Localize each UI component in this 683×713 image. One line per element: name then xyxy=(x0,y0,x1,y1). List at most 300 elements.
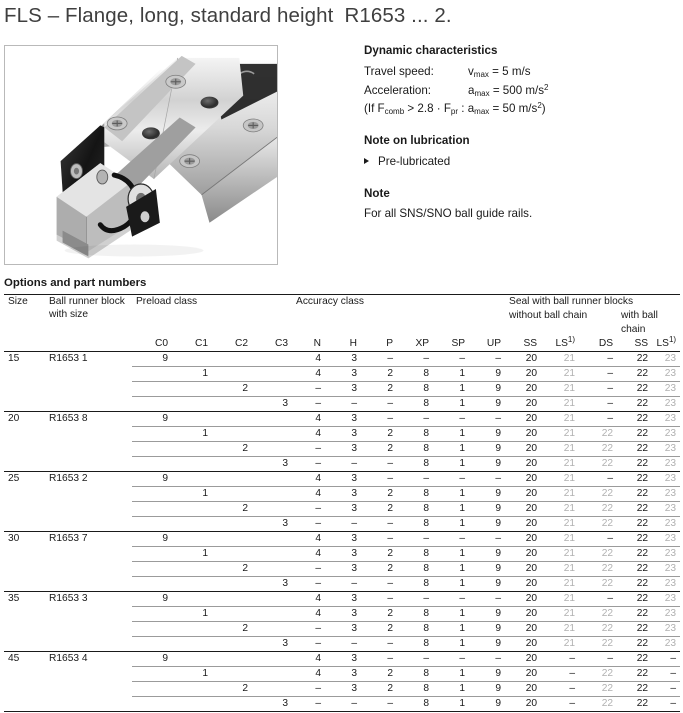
cell-accuracy-SP: – xyxy=(459,533,466,544)
page-title-code: R1653 ... 2. xyxy=(344,4,452,27)
cell-seal-without-LS: – xyxy=(569,683,576,694)
cell-preload-C3 xyxy=(252,352,292,367)
cell-seal-without-DS: 22 xyxy=(601,698,614,709)
cell-accuracy-SP: 1 xyxy=(459,623,466,634)
cell-part-number: R1653 1 xyxy=(49,353,88,364)
header-seal-without-LS: LS$^{1)}$ xyxy=(555,335,576,349)
cell-seal-without-SS: 20 xyxy=(525,383,538,394)
cell-preload-C1 xyxy=(172,352,212,367)
cell-preload-C2 xyxy=(212,577,252,592)
cell-seal-with-LS: 23 xyxy=(664,548,677,559)
cell-seal-without-SS: 20 xyxy=(525,413,538,424)
cell-seal-without-DS: 22 xyxy=(601,443,614,454)
cell-seal-without-LS: 21 xyxy=(563,488,576,499)
cell-seal-without-DS: 22 xyxy=(601,518,614,529)
cell-accuracy-N: 4 xyxy=(315,608,322,619)
cell-seal-with-LS: 23 xyxy=(664,353,677,364)
cell-accuracy-XP: 8 xyxy=(423,383,430,394)
cell-size: 15 xyxy=(8,353,20,364)
cell-accuracy-SP: – xyxy=(459,653,466,664)
cell-preload-C0: 9 xyxy=(162,533,168,544)
cell-seal-without-DS: 22 xyxy=(601,638,614,649)
cell-accuracy-N: – xyxy=(315,503,322,514)
cell-accuracy-SP: 1 xyxy=(459,518,466,529)
cell-preload-C3 xyxy=(252,652,292,667)
cell-seal-without-DS: 22 xyxy=(601,458,614,469)
cell-seal-without-DS: 22 xyxy=(601,428,614,439)
cell-seal-without-LS: 21 xyxy=(563,518,576,529)
cell-preload-C2 xyxy=(212,547,252,562)
cell-accuracy-XP: – xyxy=(423,653,430,664)
cell-accuracy-UP: 9 xyxy=(495,638,502,649)
cell-seal-without-DS: 22 xyxy=(601,683,614,694)
cell-preload-C1: 1 xyxy=(202,488,208,499)
cell-seal-with-SS: 22 xyxy=(636,698,649,709)
cell-accuracy-XP: 8 xyxy=(423,563,430,574)
linear-guide-runner-block-photo xyxy=(5,46,277,264)
cell-size: 20 xyxy=(8,413,20,424)
table-header-groups xyxy=(4,295,680,310)
header-preload-C3: C3 xyxy=(275,338,289,349)
cell-accuracy-N: 4 xyxy=(315,473,322,484)
cell-seal-with-SS: 22 xyxy=(636,563,649,574)
cell-preload-C2: 2 xyxy=(242,503,248,514)
cell-seal-without-LS: 21 xyxy=(563,533,576,544)
cell-accuracy-UP: – xyxy=(495,653,502,664)
cell-accuracy-N: 4 xyxy=(315,593,322,604)
cell-seal-without-LS: 21 xyxy=(563,548,576,559)
cell-seal-without-SS: 20 xyxy=(525,593,538,604)
cell-accuracy-P: 2 xyxy=(387,608,394,619)
cell-seal-with-LS: 23 xyxy=(664,398,677,409)
cell-seal-with-SS: 22 xyxy=(636,668,649,679)
cell-accuracy-H: – xyxy=(351,518,358,529)
cell-preload-C3: 3 xyxy=(282,698,289,709)
travel-speed-value: $v_{max} = 5$ m/s xyxy=(468,64,531,79)
header-accuracy-P: P xyxy=(386,338,394,349)
cell-accuracy-UP: 9 xyxy=(495,368,502,379)
cell-accuracy-UP: 9 xyxy=(495,668,502,679)
cell-accuracy-SP: 1 xyxy=(459,458,466,469)
cell-preload-C0 xyxy=(132,397,172,412)
cell-seal-without-DS: 22 xyxy=(601,503,614,514)
cell-seal-with-LS: – xyxy=(670,683,677,694)
spacer-1 xyxy=(364,119,679,132)
cell-seal-without-SS: 20 xyxy=(525,398,538,409)
cell-seal-with-SS: 22 xyxy=(636,353,649,364)
cell-seal-with-LS: 23 xyxy=(664,488,677,499)
cell-accuracy-N: 4 xyxy=(315,533,322,544)
cell-seal-without-SS: 20 xyxy=(525,578,538,589)
cell-accuracy-P: 2 xyxy=(387,683,394,694)
header-with-ball-chain: with ball chain xyxy=(621,310,658,335)
cell-seal-with-SS: 22 xyxy=(636,518,649,529)
cell-preload-C1: 1 xyxy=(202,428,208,439)
cell-seal-without-LS: 21 xyxy=(563,428,576,439)
cell-accuracy-N: 4 xyxy=(315,353,322,364)
cell-accuracy-UP: 9 xyxy=(495,698,502,709)
cell-preload-C1: 1 xyxy=(202,668,208,679)
cell-seal-without-LS: 21 xyxy=(563,353,576,364)
cell-seal-without-LS: – xyxy=(569,668,576,679)
cell-accuracy-N: – xyxy=(315,518,322,529)
header-accuracy-class: Accuracy class xyxy=(296,296,364,307)
cell-seal-with-SS: 22 xyxy=(636,593,649,604)
cell-preload-C3 xyxy=(252,427,292,442)
header-ball-runner-block: Ball runner block with size xyxy=(49,296,125,320)
cell-seal-without-DS: – xyxy=(607,533,614,544)
cell-accuracy-H: 3 xyxy=(351,548,358,559)
cell-accuracy-UP: 9 xyxy=(495,608,502,619)
cell-accuracy-SP: 1 xyxy=(459,503,466,514)
cell-accuracy-H: 3 xyxy=(351,473,358,484)
header-accuracy-XP: XP xyxy=(415,338,430,349)
cell-accuracy-UP: 9 xyxy=(495,458,502,469)
cell-accuracy-XP: 8 xyxy=(423,548,430,559)
cell-seal-with-LS: 23 xyxy=(664,458,677,469)
cell-seal-with-LS: 23 xyxy=(664,368,677,379)
cell-accuracy-XP: 8 xyxy=(423,368,430,379)
cell-preload-C1 xyxy=(172,682,212,697)
cell-seal-without-LS: 21 xyxy=(563,608,576,619)
cell-accuracy-XP: 8 xyxy=(423,443,430,454)
cell-accuracy-H: 3 xyxy=(351,593,358,604)
table-row xyxy=(4,412,680,427)
cell-preload-C0 xyxy=(132,622,172,637)
cell-preload-C1 xyxy=(172,532,212,547)
cell-part-number: R1653 4 xyxy=(49,653,88,664)
cell-seal-with-SS: 22 xyxy=(636,458,649,469)
cell-accuracy-P: 2 xyxy=(387,548,394,559)
cell-part-number: R1653 2 xyxy=(49,473,88,484)
cell-seal-without-SS: 20 xyxy=(525,533,538,544)
cell-accuracy-N: 4 xyxy=(315,548,322,559)
cell-preload-C0: 9 xyxy=(162,593,168,604)
cell-accuracy-SP: – xyxy=(459,353,466,364)
cell-accuracy-N: – xyxy=(315,443,322,454)
cell-accuracy-UP: 9 xyxy=(495,443,502,454)
cell-seal-with-SS: 22 xyxy=(636,413,649,424)
cell-seal-without-DS: 22 xyxy=(601,623,614,634)
cell-accuracy-H: 3 xyxy=(351,683,358,694)
cell-accuracy-P: – xyxy=(387,653,394,664)
cell-preload-C0 xyxy=(132,637,172,652)
cell-accuracy-P: 2 xyxy=(387,443,394,454)
cell-accuracy-SP: 1 xyxy=(459,683,466,694)
cell-accuracy-UP: 9 xyxy=(495,578,502,589)
cell-seal-without-SS: 20 xyxy=(525,683,538,694)
cell-accuracy-H: 3 xyxy=(351,383,358,394)
lubrication-bullet-text: Pre-lubricated xyxy=(378,154,451,168)
cell-seal-without-DS: – xyxy=(607,593,614,604)
header-accuracy-N: N xyxy=(313,338,322,349)
cell-preload-C2: 2 xyxy=(242,683,248,694)
spacer-2 xyxy=(364,172,679,185)
cell-seal-without-DS: – xyxy=(607,353,614,364)
cell-preload-C2: 2 xyxy=(242,383,248,394)
cell-accuracy-UP: 9 xyxy=(495,548,502,559)
cell-accuracy-P: – xyxy=(387,578,394,589)
cell-accuracy-H: 3 xyxy=(351,623,358,634)
cell-preload-C3 xyxy=(252,682,292,697)
cell-seal-without-LS: 21 xyxy=(563,398,576,409)
cell-preload-C0 xyxy=(132,607,172,622)
cell-seal-with-SS: 22 xyxy=(636,548,649,559)
cell-size: 25 xyxy=(8,473,20,484)
cell-preload-C2 xyxy=(212,397,252,412)
cell-preload-C2 xyxy=(212,652,252,667)
table-row xyxy=(4,472,680,487)
cell-accuracy-SP: – xyxy=(459,593,466,604)
cell-preload-C3: 3 xyxy=(282,398,289,409)
cell-accuracy-H: – xyxy=(351,638,358,649)
cell-accuracy-XP: 8 xyxy=(423,488,430,499)
cell-seal-without-LS: 21 xyxy=(563,368,576,379)
cell-accuracy-UP: – xyxy=(495,593,502,604)
cell-seal-with-LS: 23 xyxy=(664,518,677,529)
table-row xyxy=(4,652,680,667)
cell-preload-C3 xyxy=(252,547,292,562)
cell-seal-without-LS: 21 xyxy=(563,458,576,469)
cell-size: 30 xyxy=(8,533,20,544)
cell-accuracy-UP: – xyxy=(495,353,502,364)
cell-seal-with-LS: 23 xyxy=(664,383,677,394)
cell-accuracy-XP: 8 xyxy=(423,683,430,694)
table-row xyxy=(4,352,680,367)
cell-preload-C0: 9 xyxy=(162,653,168,664)
cell-accuracy-XP: 8 xyxy=(423,518,430,529)
cell-accuracy-XP: – xyxy=(423,413,430,424)
cell-seal-without-DS: – xyxy=(607,368,614,379)
cell-accuracy-N: – xyxy=(315,698,322,709)
cell-seal-without-SS: 20 xyxy=(525,518,538,529)
cell-accuracy-N: – xyxy=(315,638,322,649)
cell-accuracy-XP: 8 xyxy=(423,623,430,634)
cell-seal-with-LS: – xyxy=(670,698,677,709)
cell-seal-without-DS: 22 xyxy=(601,488,614,499)
cell-accuracy-SP: 1 xyxy=(459,383,466,394)
cell-part-number: R1653 7 xyxy=(49,533,88,544)
cell-preload-C0 xyxy=(132,427,172,442)
cell-accuracy-P: 2 xyxy=(387,668,394,679)
cell-accuracy-UP: 9 xyxy=(495,398,502,409)
cell-accuracy-XP: 8 xyxy=(423,398,430,409)
cell-seal-with-LS: – xyxy=(670,668,677,679)
cell-accuracy-N: 4 xyxy=(315,653,322,664)
cell-seal-with-SS: 22 xyxy=(636,683,649,694)
cell-accuracy-UP: 9 xyxy=(495,503,502,514)
cell-seal-with-SS: 22 xyxy=(636,578,649,589)
cell-preload-C2 xyxy=(212,592,252,607)
cell-seal-without-LS: 21 xyxy=(563,638,576,649)
cell-preload-C1 xyxy=(172,412,212,427)
specifications-panel xyxy=(364,42,679,224)
cell-seal-without-LS: 21 xyxy=(563,623,576,634)
cell-accuracy-UP: 9 xyxy=(495,683,502,694)
cell-seal-with-SS: 22 xyxy=(636,533,649,544)
cell-preload-C0: 9 xyxy=(162,473,168,484)
cell-seal-with-LS: 23 xyxy=(664,533,677,544)
header-accuracy-H: H xyxy=(349,338,358,349)
cell-seal-without-LS: 21 xyxy=(563,563,576,574)
cell-accuracy-H: 3 xyxy=(351,533,358,544)
cell-seal-without-SS: 20 xyxy=(525,608,538,619)
cell-accuracy-N: – xyxy=(315,563,322,574)
product-photo-frame xyxy=(4,45,278,265)
cell-accuracy-H: 3 xyxy=(351,488,358,499)
cell-seal-without-DS: 22 xyxy=(601,578,614,589)
cell-seal-without-DS: – xyxy=(607,398,614,409)
cell-accuracy-UP: – xyxy=(495,533,502,544)
cell-seal-without-SS: 20 xyxy=(525,638,538,649)
cell-seal-with-SS: 22 xyxy=(636,473,649,484)
cell-accuracy-P: – xyxy=(387,638,394,649)
cell-accuracy-P: 2 xyxy=(387,503,394,514)
cell-accuracy-P: – xyxy=(387,458,394,469)
cell-preload-C3 xyxy=(252,667,292,682)
cell-seal-without-DS: 22 xyxy=(601,668,614,679)
cell-accuracy-H: 3 xyxy=(351,413,358,424)
cell-preload-C3 xyxy=(252,592,292,607)
cell-seal-with-SS: 22 xyxy=(636,623,649,634)
cell-accuracy-H: 3 xyxy=(351,608,358,619)
cell-seal-without-SS: 20 xyxy=(525,548,538,559)
cell-accuracy-SP: 1 xyxy=(459,608,466,619)
cell-seal-with-LS: 23 xyxy=(664,623,677,634)
acceleration-label: Acceleration: xyxy=(364,83,432,97)
cell-preload-C1 xyxy=(172,517,212,532)
acceleration-condition: (If $F_{comb} > 2.8 \cdot F_{pr}$ : $a_{max} = 50$ $m/s^2$) xyxy=(364,101,546,117)
options-section-title: Options and part numbers xyxy=(4,277,147,289)
cell-preload-C2 xyxy=(212,697,252,712)
cell-accuracy-SP: 1 xyxy=(459,698,466,709)
cell-accuracy-UP: 9 xyxy=(495,428,502,439)
lubrication-heading: Note on lubrication xyxy=(364,134,470,148)
cell-seal-without-SS: 20 xyxy=(525,368,538,379)
cell-part-number: R1653 3 xyxy=(49,593,88,604)
cell-preload-C3 xyxy=(252,502,292,517)
cell-preload-C2 xyxy=(212,412,252,427)
cell-preload-C1 xyxy=(172,592,212,607)
dynamic-characteristics-heading: Dynamic characteristics xyxy=(364,44,498,57)
cell-seal-without-DS: – xyxy=(607,653,614,664)
cell-preload-C1 xyxy=(172,502,212,517)
cell-seal-without-LS: – xyxy=(569,653,576,664)
cell-accuracy-UP: 9 xyxy=(495,518,502,529)
cell-accuracy-SP: 1 xyxy=(459,563,466,574)
cell-preload-C1 xyxy=(172,382,212,397)
cell-accuracy-P: – xyxy=(387,353,394,364)
cell-accuracy-P: 2 xyxy=(387,563,394,574)
cell-seal-without-LS: 21 xyxy=(563,413,576,424)
cell-preload-C0 xyxy=(132,577,172,592)
cell-seal-without-LS: 21 xyxy=(563,503,576,514)
cell-preload-C0: 9 xyxy=(162,413,168,424)
cell-seal-with-LS: 23 xyxy=(664,578,677,589)
cell-seal-without-DS: 22 xyxy=(601,563,614,574)
cell-accuracy-P: – xyxy=(387,518,394,529)
cell-seal-without-SS: 20 xyxy=(525,488,538,499)
cell-preload-C2 xyxy=(212,637,252,652)
cell-accuracy-P: 2 xyxy=(387,428,394,439)
cell-seal-without-SS: 20 xyxy=(525,428,538,439)
cell-preload-C1 xyxy=(172,622,212,637)
cell-preload-C2 xyxy=(212,532,252,547)
cell-seal-with-LS: 23 xyxy=(664,638,677,649)
cell-preload-C3 xyxy=(252,607,292,622)
cell-seal-without-SS: 20 xyxy=(525,443,538,454)
cell-accuracy-UP: 9 xyxy=(495,623,502,634)
cell-seal-with-SS: 22 xyxy=(636,638,649,649)
cell-accuracy-N: 4 xyxy=(315,488,322,499)
cell-seal-without-SS: 20 xyxy=(525,353,538,364)
header-accuracy-UP: UP xyxy=(486,338,502,349)
cell-seal-without-DS: – xyxy=(607,383,614,394)
page-title xyxy=(4,4,452,28)
cell-preload-C0 xyxy=(132,547,172,562)
cell-seal-with-SS: 22 xyxy=(636,503,649,514)
header-seal-with-LS: LS$^{1)}$ xyxy=(656,335,677,349)
cell-preload-C0 xyxy=(132,502,172,517)
note-heading: Note xyxy=(364,186,390,200)
cell-accuracy-XP: 8 xyxy=(423,503,430,514)
cell-accuracy-P: – xyxy=(387,593,394,604)
cell-accuracy-SP: 1 xyxy=(459,368,466,379)
cell-accuracy-H: – xyxy=(351,458,358,469)
cell-accuracy-N: – xyxy=(315,683,322,694)
cell-seal-with-LS: 23 xyxy=(664,428,677,439)
cell-preload-C0 xyxy=(132,562,172,577)
cell-seal-without-LS: 21 xyxy=(563,473,576,484)
cell-accuracy-H: 3 xyxy=(351,503,358,514)
table-row xyxy=(4,592,680,607)
cell-preload-C0 xyxy=(132,367,172,382)
cell-seal-with-LS: 23 xyxy=(664,593,677,604)
cell-accuracy-N: – xyxy=(315,623,322,634)
cell-seal-without-SS: 20 xyxy=(525,503,538,514)
cell-accuracy-H: 3 xyxy=(351,353,358,364)
page-title-text: FLS – Flange, long, standard height xyxy=(4,4,334,27)
cell-accuracy-N: 4 xyxy=(315,428,322,439)
cell-accuracy-XP: 8 xyxy=(423,698,430,709)
cell-accuracy-XP: – xyxy=(423,533,430,544)
cell-preload-C1: 1 xyxy=(202,548,208,559)
cell-seal-with-LS: 23 xyxy=(664,413,677,424)
header-seal-with-SS: SS xyxy=(634,338,649,349)
cell-accuracy-XP: 8 xyxy=(423,608,430,619)
cell-accuracy-XP: 8 xyxy=(423,668,430,679)
header-seal-without-DS: DS xyxy=(598,338,614,349)
cell-preload-C1 xyxy=(172,457,212,472)
cell-accuracy-P: 2 xyxy=(387,488,394,499)
cell-accuracy-N: – xyxy=(315,458,322,469)
travel-speed-row xyxy=(364,63,679,82)
cell-preload-C3 xyxy=(252,622,292,637)
cell-accuracy-P: 2 xyxy=(387,383,394,394)
cell-seal-without-DS: – xyxy=(607,413,614,424)
cell-preload-C3 xyxy=(252,412,292,427)
cell-preload-C2: 2 xyxy=(242,443,248,454)
cell-seal-without-LS: – xyxy=(569,698,576,709)
header-size: Size xyxy=(8,296,28,307)
note-text: For all SNS/SNO ball guide rails. xyxy=(364,207,533,221)
cell-seal-with-SS: 22 xyxy=(636,608,649,619)
cell-accuracy-UP: 9 xyxy=(495,563,502,574)
table-row xyxy=(4,532,680,547)
cell-seal-without-DS: 22 xyxy=(601,608,614,619)
cell-accuracy-XP: 8 xyxy=(423,578,430,589)
cell-seal-with-LS: 23 xyxy=(664,443,677,454)
